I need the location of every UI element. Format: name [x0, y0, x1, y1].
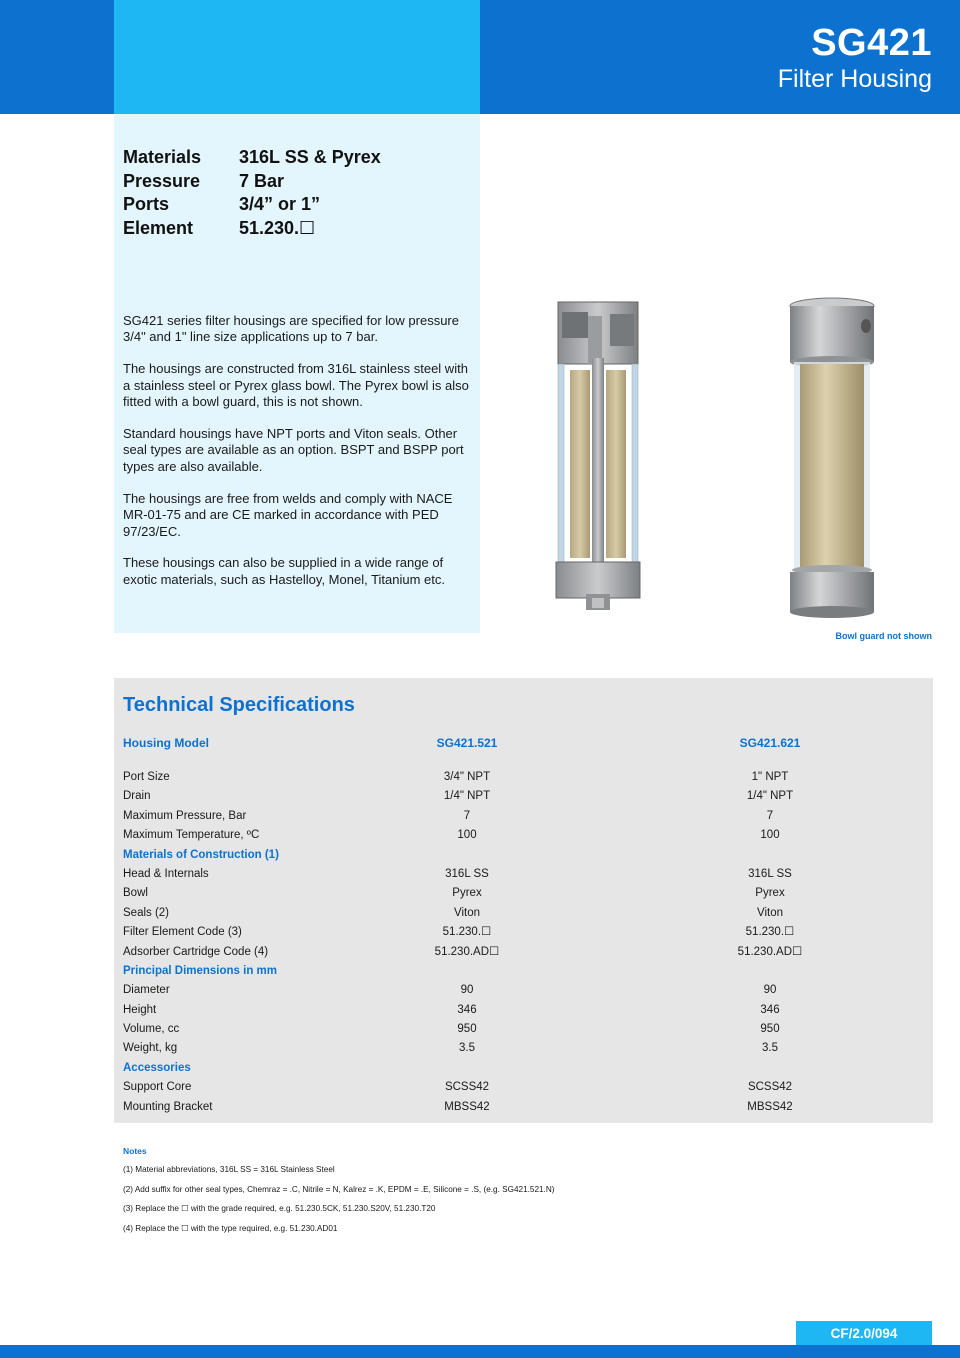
summary-specs	[123, 146, 381, 240]
table-row	[114, 1039, 933, 1058]
table-section-heading	[114, 846, 933, 865]
tech-table-header	[114, 736, 933, 752]
row-value-521: 316L SS	[445, 867, 489, 880]
table-row	[114, 807, 933, 826]
table-section-heading	[114, 1059, 933, 1078]
row-value-621: 346	[760, 1003, 780, 1016]
table-row	[114, 768, 933, 787]
summary-key: Materials	[123, 147, 202, 167]
row-label: Drain	[123, 790, 151, 803]
table-row	[114, 923, 933, 942]
row-value-521: 100	[457, 829, 477, 842]
note-item: (4) Replace the ☐ with the type required, e.g. 51.230.AD01	[123, 1223, 338, 1233]
tech-title: Technical Specifications	[123, 694, 355, 716]
description-paragraph: The housings are free from welds and comply with NACE MR-01-75 and are CE marked in accordance with PED 97/23/EC.	[123, 490, 453, 539]
table-row	[114, 981, 933, 1000]
row-label: Maximum Pressure, Bar	[123, 809, 247, 822]
row-label: Bowl	[123, 887, 148, 900]
row-label: Principal Dimensions in mm	[123, 964, 278, 977]
row-label: Materials of Construction (1)	[123, 848, 279, 861]
row-value-621: SCSS42	[747, 1081, 793, 1094]
row-value-621: 316L SS	[748, 867, 792, 880]
summary-value: 3/4” or 1”	[239, 194, 321, 214]
row-value-621: 3.5	[762, 1042, 778, 1055]
row-value-521: 51.230.☐	[442, 926, 492, 939]
summary-row	[123, 170, 381, 194]
image-caption: Bowl guard not shown	[835, 631, 932, 641]
header-model-521: SG421.521	[436, 736, 498, 750]
table-row	[114, 904, 933, 923]
tech-table-body	[114, 768, 933, 1117]
summary-value: 7 Bar	[239, 170, 285, 191]
note-item: (3) Replace the ☐ with the grade required, e.g. 51.230.5CK, 51.230.S20V, 51.230.T20	[123, 1204, 436, 1213]
row-value-621: 7	[766, 809, 774, 822]
document-code: CF/2.0/094	[796, 1321, 932, 1345]
row-value-521: 51.230.AD☐	[434, 945, 500, 958]
table-section-heading	[114, 962, 933, 981]
row-label: Accessories	[123, 1061, 191, 1074]
summary-key: Element	[123, 217, 194, 238]
product-title: SG421	[811, 22, 932, 64]
row-value-521: 950	[457, 1023, 477, 1036]
footer-bar	[0, 1345, 960, 1358]
row-label: Filter Element Code (3)	[123, 926, 242, 939]
row-value-621: 51.230.☐	[745, 926, 795, 939]
technical-specifications	[114, 678, 933, 1123]
housing-external-illustration	[786, 296, 878, 620]
table-row	[114, 1001, 933, 1020]
housing-cutaway-illustration	[552, 298, 644, 618]
table-row	[114, 1020, 933, 1039]
row-label: Port Size	[123, 771, 170, 783]
row-value-621: Pyrex	[755, 887, 785, 900]
notes	[123, 1146, 883, 1243]
intro-panel	[114, 114, 480, 633]
summary-row	[123, 217, 381, 241]
summary-key: Pressure	[123, 170, 201, 191]
row-value-521: 346	[457, 1003, 477, 1016]
description-paragraph: The housings are constructed from 316L stainless steel with a stainless steel or Pyrex glass bowl. The Pyrex bowl is also fitted with a bowl guard, this is not shown.	[123, 361, 469, 410]
description	[123, 313, 473, 604]
summary-key: Ports	[123, 194, 170, 214]
summary-value: 316L SS & Pyrex	[239, 147, 381, 167]
row-value-621: 90	[763, 984, 777, 997]
row-label: Maximum Temperature, ºC	[123, 829, 260, 842]
table-row	[114, 1098, 933, 1117]
summary-row	[123, 193, 381, 217]
description-paragraph: These housings can also be supplied in a wide range of exotic materials, such as Hastelloy, Monel, Titanium etc.	[123, 555, 445, 587]
row-label: Seals (2)	[123, 906, 170, 919]
row-value-621: 100	[760, 829, 780, 842]
row-value-521: 3.5	[459, 1042, 475, 1055]
table-row	[114, 1078, 933, 1097]
summary-row	[123, 146, 381, 170]
note-item: (2) Add suffix for other seal types, Chemraz = .C, Nitrile = N, Kalrez = .K, EPDM = .E, Silicone = .S, (e.g. SG421.521.N)	[123, 1184, 555, 1194]
table-row	[114, 884, 933, 903]
header-housing-model: Housing Model	[123, 736, 209, 750]
row-label: Volume, cc	[123, 1023, 180, 1036]
row-value-521: MBSS42	[444, 1100, 490, 1113]
table-row	[114, 787, 933, 806]
row-value-521: 3/4" NPT	[443, 771, 491, 783]
row-value-521: 90	[460, 984, 474, 997]
row-value-521: SCSS42	[444, 1081, 490, 1094]
row-label: Adsorber Cartridge Code (4)	[123, 945, 269, 958]
table-row	[114, 826, 933, 845]
notes-title: Notes	[123, 1146, 147, 1156]
header-model-621: SG421.621	[739, 736, 801, 750]
description-paragraph: SG421 series filter housings are specified for low pressure 3/4" and 1" line size applications up to 7 bar.	[123, 313, 459, 345]
row-value-621: 51.230.AD☐	[737, 945, 803, 958]
row-value-621: 950	[760, 1023, 780, 1036]
product-subtitle: Filter Housing	[777, 65, 932, 93]
row-value-621: 1/4" NPT	[746, 790, 794, 803]
row-label: Support Core	[123, 1081, 192, 1094]
row-label: Weight, kg	[123, 1042, 178, 1055]
row-label: Head & Internals	[123, 867, 209, 880]
table-row	[114, 865, 933, 884]
description-paragraph: Standard housings have NPT ports and Viton seals. Other seal types are available as an option. BSPT and BSPP port types are also available.	[123, 426, 464, 474]
title-block	[778, 22, 932, 94]
row-value-521: Pyrex	[452, 887, 482, 900]
row-label: Diameter	[123, 984, 170, 997]
note-item: (1) Material abbreviations, 316L SS = 316L Stainless Steel	[123, 1165, 335, 1174]
row-value-621: MBSS42	[747, 1100, 793, 1113]
row-value-621: 1" NPT	[751, 771, 789, 783]
row-value-521: 1/4" NPT	[443, 790, 491, 803]
row-value-621: Viton	[756, 906, 783, 919]
row-value-521: 7	[463, 809, 471, 822]
row-label: Mounting Bracket	[123, 1100, 213, 1113]
table-row	[114, 943, 933, 962]
header-accent	[114, 0, 480, 114]
header-bar	[0, 0, 960, 114]
row-label: Height	[123, 1003, 157, 1016]
summary-value: 51.230.☐	[239, 217, 316, 238]
row-value-521: Viton	[453, 906, 480, 919]
